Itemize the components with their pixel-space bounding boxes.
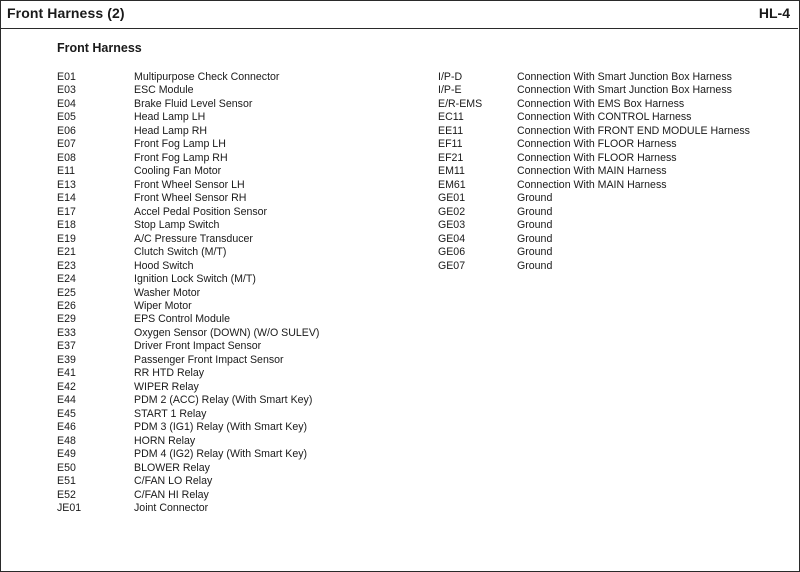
connector-description: Ground xyxy=(517,219,553,232)
connector-description: PDM 3 (IG1) Relay (With Smart Key) xyxy=(134,421,308,434)
connector-row xyxy=(57,435,319,448)
connector-row xyxy=(57,246,319,259)
connector-row xyxy=(57,367,319,380)
connector-row xyxy=(57,421,319,434)
connector-code: E06 xyxy=(57,124,76,137)
connector-description: A/C Pressure Transducer xyxy=(134,232,253,245)
connector-code: EM11 xyxy=(438,165,465,178)
connector-code: GE02 xyxy=(438,205,466,218)
connector-row xyxy=(57,300,319,313)
connector-description: Clutch Switch (M/T) xyxy=(134,246,227,259)
connector-description: Head Lamp LH xyxy=(134,111,206,124)
connector-description: Ground xyxy=(517,205,553,218)
connector-description: Connection With EMS Box Harness xyxy=(517,97,685,110)
connector-code: E29 xyxy=(57,313,76,326)
connector-row xyxy=(57,489,319,502)
connector-code: I/P-D xyxy=(438,71,463,83)
connector-description: Connection With FRONT END MODULE Harness xyxy=(517,124,750,137)
connector-row xyxy=(57,273,319,286)
connector-row xyxy=(438,233,750,246)
connector-row xyxy=(57,111,319,124)
connector-description: Connection With Smart Junction Box Harness xyxy=(517,71,732,83)
connector-row xyxy=(57,206,319,219)
connector-code: E14 xyxy=(57,192,76,205)
connector-description: Ground xyxy=(517,259,553,272)
connector-row xyxy=(438,152,750,165)
connector-code: E21 xyxy=(57,246,76,259)
connector-row xyxy=(57,165,319,178)
connector-description: Connection With FLOOR Harness xyxy=(517,138,677,151)
connector-row xyxy=(438,125,750,138)
connector-code: E49 xyxy=(57,448,76,461)
connector-code: I/P-E xyxy=(438,84,462,97)
connector-row xyxy=(438,219,750,232)
connector-description: C/FAN LO Relay xyxy=(134,475,213,488)
connector-code: E11 xyxy=(57,165,76,178)
connector-row xyxy=(57,84,319,97)
connector-description: BLOWER Relay xyxy=(134,461,210,474)
connector-description: WIPER Relay xyxy=(134,380,199,393)
connector-row xyxy=(57,125,319,138)
connector-row xyxy=(57,462,319,475)
connector-code: E/R-EMS xyxy=(438,97,483,110)
connector-description: Front Wheel Sensor RH xyxy=(134,192,247,205)
connector-row xyxy=(57,138,319,151)
connector-code: GE03 xyxy=(438,219,466,232)
connector-description: Multipurpose Check Connector xyxy=(134,71,280,83)
connector-row xyxy=(57,394,319,407)
connector-code: E39 xyxy=(57,353,76,366)
connector-code: E04 xyxy=(57,97,76,110)
connector-row xyxy=(438,206,750,219)
connector-row xyxy=(57,219,319,232)
connector-code: E23 xyxy=(57,259,76,272)
connector-description: Ignition Lock Switch (M/T) xyxy=(134,273,256,286)
connector-code: E08 xyxy=(57,151,76,164)
connector-row xyxy=(438,246,750,259)
connector-row xyxy=(438,179,750,192)
connector-description: C/FAN HI Relay xyxy=(134,488,209,501)
connector-description: Connection With Smart Junction Box Harness xyxy=(517,84,732,97)
connector-row xyxy=(57,448,319,461)
connector-description: Ground xyxy=(517,232,553,245)
connector-description: Washer Motor xyxy=(134,286,201,299)
connector-description: HORN Relay xyxy=(134,434,196,447)
connector-description: Connection With FLOOR Harness xyxy=(517,151,677,164)
connector-code: E48 xyxy=(57,434,76,447)
connector-code: E19 xyxy=(57,232,76,245)
connector-code: E07 xyxy=(57,138,76,151)
connector-code: E03 xyxy=(57,84,76,97)
connector-description: Hood Switch xyxy=(134,259,194,272)
connector-row xyxy=(438,260,750,273)
connector-code: GE04 xyxy=(438,232,466,245)
connector-row xyxy=(57,287,319,300)
connector-code: GE06 xyxy=(438,246,466,259)
connector-row xyxy=(57,340,319,353)
connector-description: Front Fog Lamp LH xyxy=(134,138,226,151)
connector-code: EC11 xyxy=(438,111,464,124)
connector-row xyxy=(57,408,319,421)
page-title: Front Harness (2) xyxy=(7,5,125,21)
connector-code: E45 xyxy=(57,407,76,420)
section-title: Front Harness xyxy=(57,41,142,55)
connector-row xyxy=(57,381,319,394)
connector-row xyxy=(57,313,319,326)
connector-code: EE11 xyxy=(438,124,464,137)
connector-description: Oxygen Sensor (DOWN) (W/O SULEV) xyxy=(134,326,320,339)
page-code: HL-4 xyxy=(758,5,790,21)
connector-row xyxy=(438,111,750,124)
connector-description: Ground xyxy=(517,246,553,259)
connector-row xyxy=(438,165,750,178)
connector-row xyxy=(438,138,750,151)
connector-row xyxy=(57,233,319,246)
connector-code: E25 xyxy=(57,286,76,299)
connector-description: Connection With MAIN Harness xyxy=(517,165,667,178)
connector-code: GE01 xyxy=(438,192,466,205)
connector-description: Front Fog Lamp RH xyxy=(134,151,228,164)
connector-description: Head Lamp RH xyxy=(134,124,208,137)
connector-description: PDM 2 (ACC) Relay (With Smart Key) xyxy=(134,394,313,407)
connector-description: Ground xyxy=(517,192,553,205)
connector-description: RR HTD Relay xyxy=(134,367,205,380)
connector-row xyxy=(57,71,319,84)
connector-code: E46 xyxy=(57,421,76,434)
connector-description: Joint Connector xyxy=(134,502,209,514)
connector-code: E44 xyxy=(57,394,76,407)
connector-row xyxy=(438,98,750,111)
left-connector-list xyxy=(57,71,319,515)
connector-row xyxy=(57,502,319,515)
page-header xyxy=(0,0,798,29)
connector-code: E52 xyxy=(57,488,76,501)
connector-row xyxy=(438,84,750,97)
connector-code: E18 xyxy=(57,219,76,232)
connector-description: ESC Module xyxy=(134,84,194,97)
connector-row xyxy=(57,192,319,205)
connector-description: Accel Pedal Position Sensor xyxy=(134,205,268,218)
connector-description: Brake Fluid Level Sensor xyxy=(134,97,253,110)
connector-code: E26 xyxy=(57,299,76,312)
connector-code: EF21 xyxy=(438,151,464,164)
connector-row xyxy=(438,192,750,205)
connector-description: Connection With CONTROL Harness xyxy=(517,111,692,124)
connector-description: Cooling Fan Motor xyxy=(134,165,222,178)
connector-code: E37 xyxy=(57,340,76,353)
connector-code: GE07 xyxy=(438,259,466,272)
connector-code: E01 xyxy=(57,71,76,83)
connector-code: E50 xyxy=(57,461,76,474)
connector-code: EM61 xyxy=(438,178,466,191)
connector-code: E24 xyxy=(57,273,76,286)
connector-row xyxy=(438,71,750,84)
connector-row xyxy=(57,98,319,111)
connector-description: Stop Lamp Switch xyxy=(134,219,220,232)
connector-row xyxy=(57,354,319,367)
connector-code: E05 xyxy=(57,111,76,124)
connector-code: EF11 xyxy=(438,138,463,151)
connector-description: Front Wheel Sensor LH xyxy=(134,178,245,191)
connector-row xyxy=(57,179,319,192)
connector-row xyxy=(57,475,319,488)
connector-description: Wiper Motor xyxy=(134,299,192,312)
connector-code: E33 xyxy=(57,326,76,339)
connector-description: Driver Front Impact Sensor xyxy=(134,340,262,353)
connector-code: E13 xyxy=(57,178,76,191)
connector-row xyxy=(57,152,319,165)
right-connector-list xyxy=(438,71,750,273)
connector-row xyxy=(57,327,319,340)
connector-code: JE01 xyxy=(57,502,82,514)
connector-code: E51 xyxy=(57,475,76,488)
connector-code: E17 xyxy=(57,205,76,218)
connector-description: Passenger Front Impact Sensor xyxy=(134,353,284,366)
connector-description: EPS Control Module xyxy=(134,313,230,326)
connector-code: E41 xyxy=(57,367,76,380)
connector-description: START 1 Relay xyxy=(134,407,207,420)
connector-description: PDM 4 (IG2) Relay (With Smart Key) xyxy=(134,448,308,461)
connector-code: E42 xyxy=(57,380,76,393)
connector-row xyxy=(57,260,319,273)
connector-description: Connection With MAIN Harness xyxy=(517,178,667,191)
